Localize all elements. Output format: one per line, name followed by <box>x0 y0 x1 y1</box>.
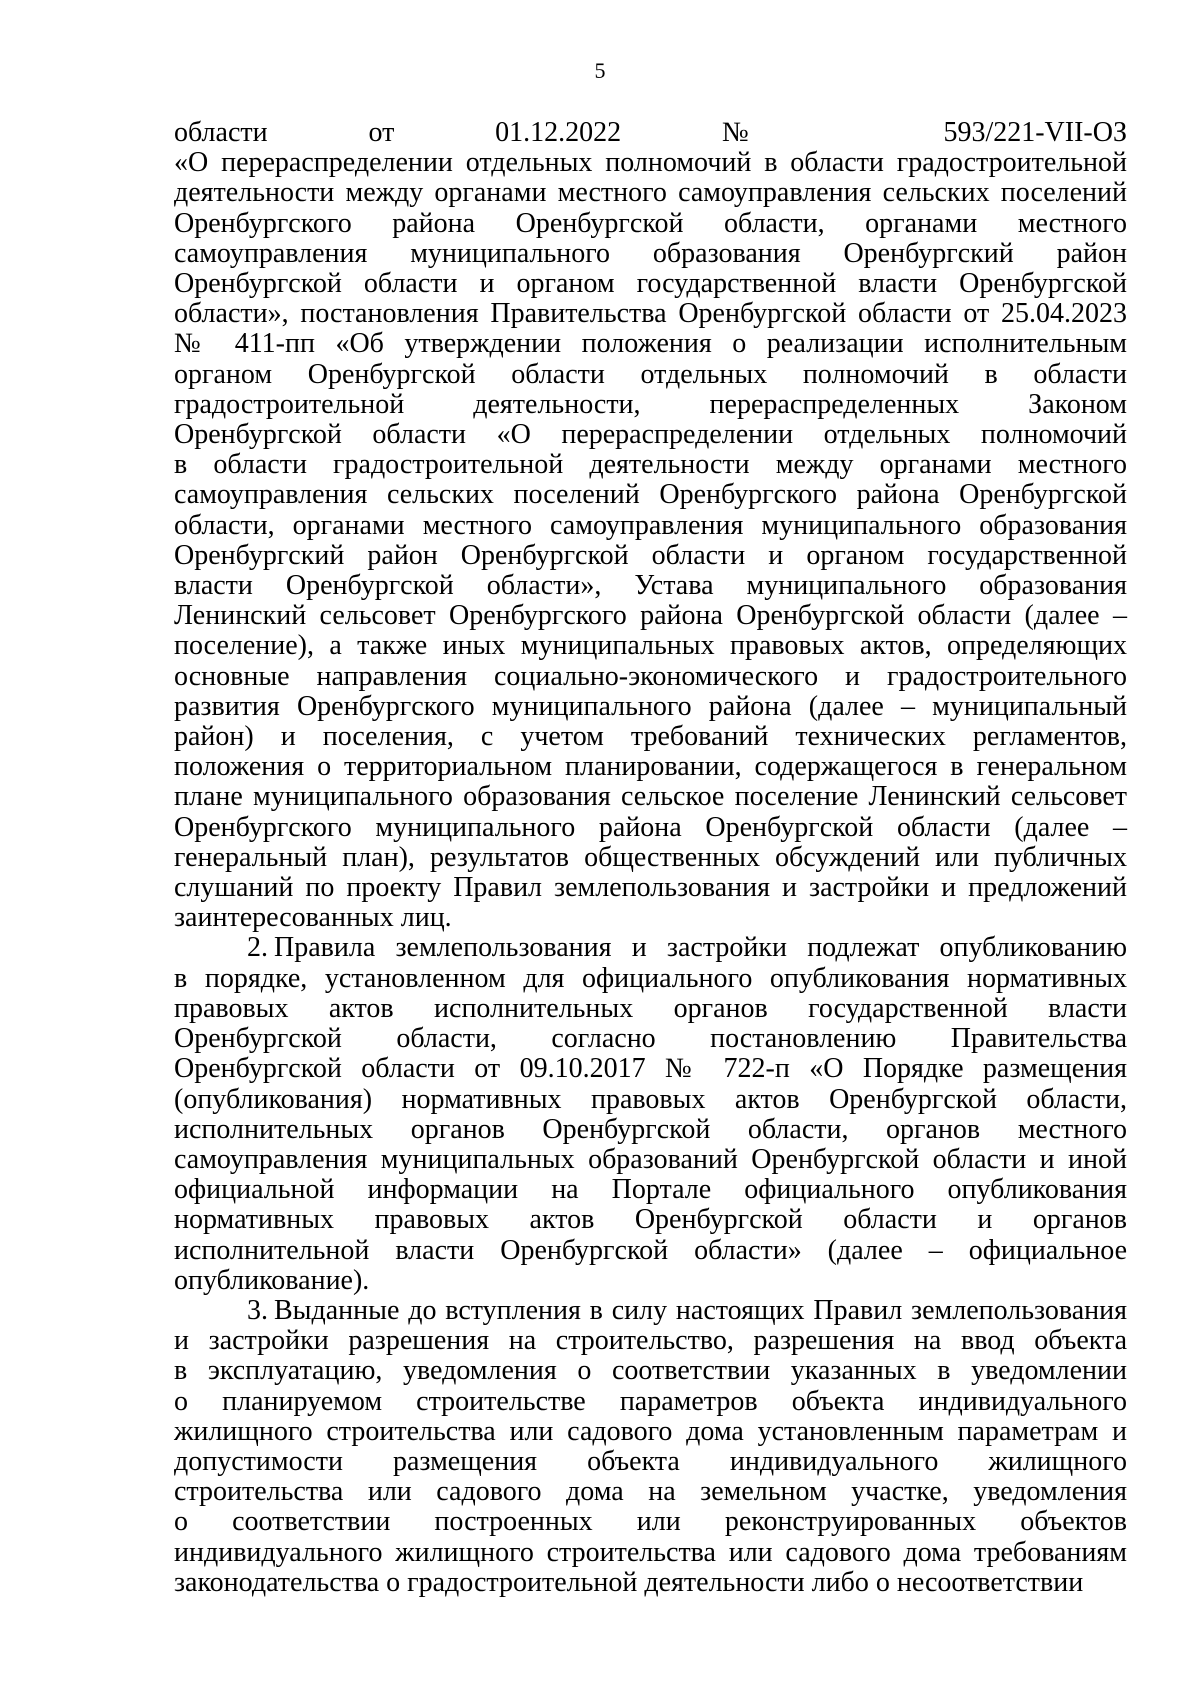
text-line: исполнительной власти Оренбургской области» (далее – официальное <box>174 1234 1127 1266</box>
text-line: 3. Выданные до вступления в силу настоящих Правил землепользования <box>247 1294 1127 1326</box>
text-line: Оренбургской области и органом государственной власти Оренбургской <box>174 268 1127 300</box>
text-line: положения о территориальном планировании, содержащегося в генеральном <box>174 751 1127 783</box>
text-line: области от 01.12.2022 № 593/221-VII-ОЗ <box>174 117 1127 148</box>
text-line: нормативных правовых актов Оренбургской области и органов <box>174 1204 1127 1236</box>
text-line: «О перераспределении отдельных полномочий в области градостроительной <box>174 147 1127 179</box>
text-line: плане муниципального образования сельское поселение Ленинский сельсовет <box>174 781 1127 813</box>
text-line: исполнительных органов Оренбургской области, органов местного <box>174 1113 1127 1145</box>
text-line: поселение), а также иных муниципальных правовых актов, определяющих <box>174 630 1127 662</box>
text-line: области», постановления Правительства Оренбургской области от 25.04.2023 <box>174 298 1127 330</box>
text-line: власти Оренбургской области», Устава муниципального образования <box>174 570 1127 602</box>
text-line: правовых актов исполнительных органов государственной власти <box>174 992 1127 1024</box>
paragraph-number: 2. <box>247 932 268 964</box>
text-line: и застройки разрешения на строительство, разрешения на ввод объекта <box>174 1325 1127 1357</box>
text-line: самоуправления сельских поселений Оренбургского района Оренбургской <box>174 479 1127 511</box>
text-line: Оренбургской области от 09.10.2017 № 722-п «О Порядке размещения <box>174 1053 1127 1085</box>
text-line: Оренбургской области, согласно постановлению Правительства <box>174 1023 1127 1055</box>
paragraph-3 <box>174 1296 1127 1598</box>
text-line: деятельности между органами местного самоуправления сельских поселений <box>174 177 1127 209</box>
text-line: законодательства о градостроительной деятельности либо о несоответствии <box>174 1566 1084 1598</box>
text-line: генеральный план), результатов общественных обсуждений или публичных <box>174 841 1127 873</box>
paragraph-number: 3. <box>247 1294 268 1326</box>
text-line: район) и поселения, с учетом требований технических регламентов, <box>174 721 1127 753</box>
text-line: Оренбургской области «О перераспределении отдельных полномочий <box>174 419 1127 451</box>
document-body <box>174 118 1127 1598</box>
text-line: № 411-пп «Об утверждении положения о реализации исполнительным <box>174 328 1127 360</box>
text-line: в области градостроительной деятельности между органами местного <box>174 449 1127 481</box>
text-line: (опубликования) нормативных правовых актов Оренбургской области, <box>174 1083 1127 1115</box>
text-line: Оренбургского муниципального района Оренбургской области (далее – <box>174 811 1127 843</box>
text-line: самоуправления муниципальных образований Оренбургской области и иной <box>174 1143 1127 1175</box>
text-line: опубликование). <box>174 1264 370 1296</box>
text-line: индивидуального жилищного строительства или садового дома требованиям <box>174 1536 1127 1568</box>
page-number: 5 <box>594 58 606 83</box>
text-line: Оренбургский район Оренбургской области и органом государственной <box>174 539 1127 571</box>
text-line: официальной информации на Портале официального опубликования <box>174 1174 1127 1206</box>
text-line: допустимости размещения объекта индивидуального жилищного <box>174 1445 1127 1477</box>
text-line: слушаний по проекту Правил землепользования и застройки и предложений <box>174 872 1127 904</box>
text-line: о планируемом строительстве параметров объекта индивидуального <box>174 1385 1127 1417</box>
text-line: области, органами местного самоуправления муниципального образования <box>174 509 1127 541</box>
text-line: заинтересованных лиц. <box>174 902 452 934</box>
text-line: строительства или садового дома на земельном участке, уведомления <box>174 1476 1127 1508</box>
text-line: градостроительной деятельности, перераспределенных Законом <box>174 388 1127 420</box>
text-line: в порядке, установленном для официального опубликования нормативных <box>174 962 1127 994</box>
text-line: Ленинский сельсовет Оренбургского района Оренбургской области (далее – <box>174 600 1127 632</box>
text-line: Оренбургского района Оренбургской области, органами местного <box>174 207 1127 239</box>
text-line: жилищного строительства или садового дома установленным параметрам и <box>174 1415 1127 1447</box>
paragraph-continued <box>174 118 1127 933</box>
text-line: самоуправления муниципального образования Оренбургский район <box>174 237 1127 269</box>
text-line: основные направления социально-экономического и градостроительного <box>174 660 1127 692</box>
paragraph-2 <box>174 933 1127 1295</box>
text-line: о соответствии построенных или реконструированных объектов <box>174 1506 1127 1538</box>
text-line: развития Оренбургского муниципального района (далее – муниципальный <box>174 690 1127 722</box>
text-line: органом Оренбургской области отдельных полномочий в области <box>174 358 1127 390</box>
text-line: 2. Правила землепользования и застройки подлежат опубликованию <box>247 932 1127 964</box>
text-line: в эксплуатацию, уведомления о соответствии указанных в уведомлении <box>174 1355 1127 1387</box>
